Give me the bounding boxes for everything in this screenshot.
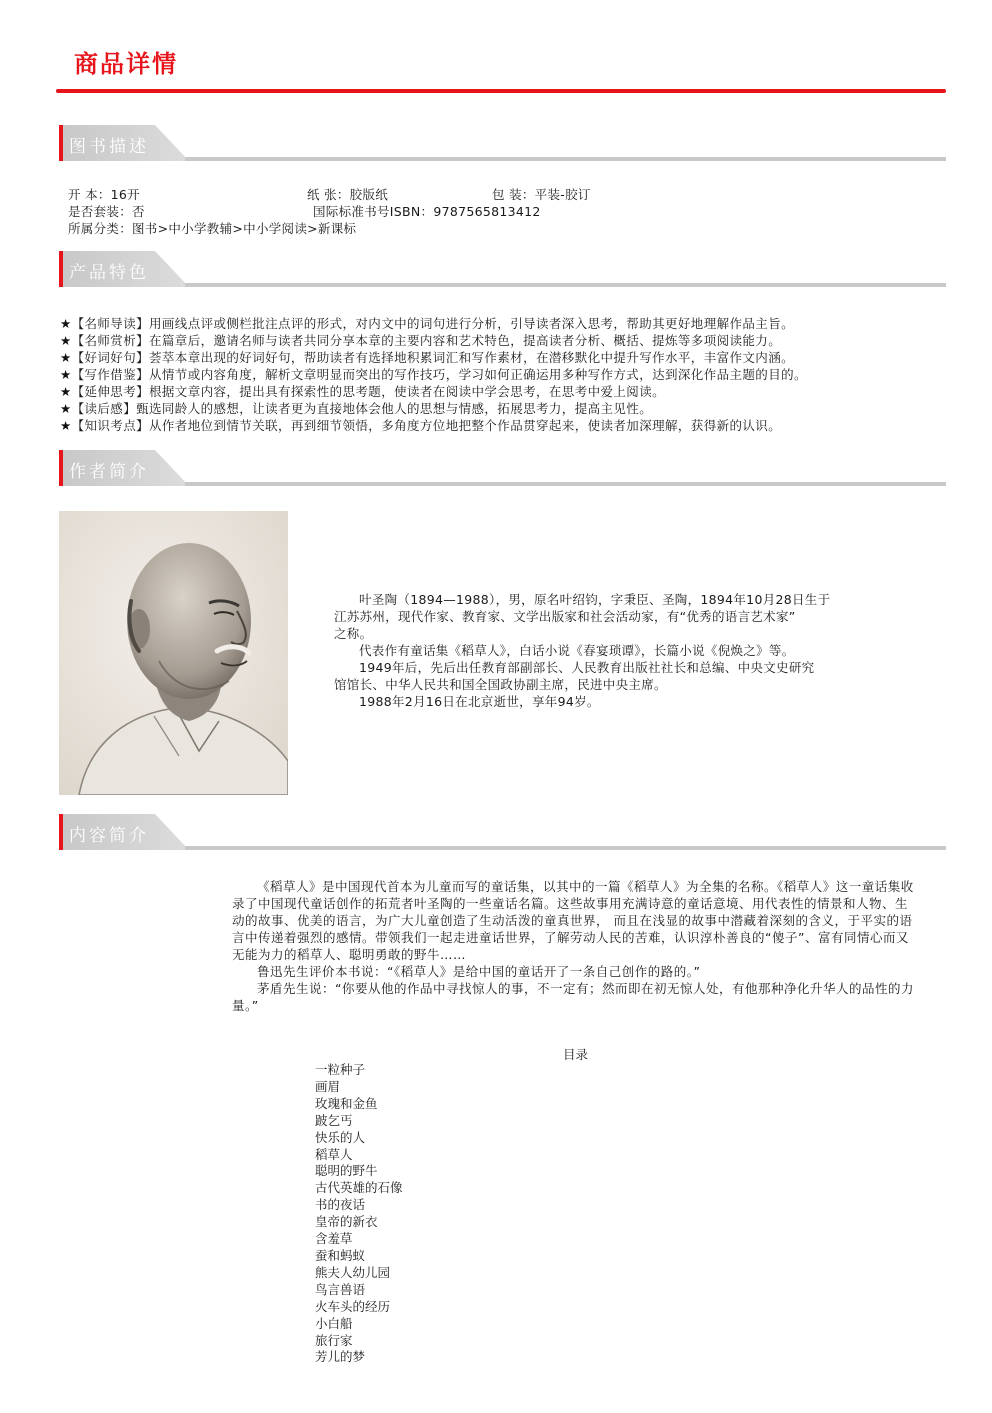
feature-item: ★【读后感】甄选同龄人的感想，让读者更为直接地体会他人的思想与情感，拓展思考力，提高主见性。 — [60, 401, 653, 416]
toc-title: 目录 — [563, 1047, 589, 1062]
info-isbn: 国际标准书号ISBN：9787565813412 — [313, 204, 541, 219]
feature-list — [60, 315, 807, 434]
content-paragraph: 《稻草人》是中国现代首本为儿童而写的童话集，以其中的一篇《稻草人》为全集的名称。《稻草人》这一童话集收录了中国现代童话创作的拓荒者叶圣陶的一些童话名篇。这些故事用充满诗意的童话意境、用代表性的情景和人物、生动的故事、优美的语言，为广大儿童创造了生动活泼的童真世界， 而且在浅显的故事中潜藏着深刻的含义，于平实的语言中传递着强烈的感情。带领我们一起走进童话世界，了解劳动人民的苦难，认识淳朴善良的“傻子”、富有同情心而又无能为力的稻草人、聪明勇敢的野牛…… — [232, 879, 914, 962]
info-format: 开 本：16开 — [68, 187, 140, 202]
toc-item: 蚕和蚂蚁 — [315, 1247, 366, 1263]
toc-item: 古代英雄的石像 — [315, 1180, 403, 1196]
info-category: 所属分类：图书>中小学教辅>中小学阅读>新课标 — [68, 221, 357, 236]
author-bio-line: 叶圣陶（1894—1988），男，原名叶绍钧，字秉臣、圣陶，1894年10月28日生于 — [359, 592, 831, 607]
section-title-features: 产品特色 — [69, 263, 149, 283]
toc-item: 含羞草 — [315, 1231, 353, 1247]
author-bio-line: 江苏苏州，现代作家、教育家、文学出版家和社会活动家，有“优秀的语言艺术家” — [334, 609, 796, 624]
toc-item: 快乐的人 — [315, 1129, 366, 1145]
author-bio-line: 之称。 — [334, 626, 373, 641]
section-title-content: 内容简介 — [69, 826, 149, 846]
toc-list — [315, 1062, 403, 1366]
author-bio-line: 1988年2月16日在北京逝世，享年94岁。 — [359, 694, 600, 709]
star-icon: ★ — [60, 384, 72, 399]
author-portrait — [59, 511, 288, 795]
section-title-book-desc: 图书描述 — [69, 137, 149, 157]
content-paragraph: 鲁迅先生评价本书说：“《稻草人》是给中国的童话开了一条自己创作的路的。” — [257, 964, 701, 979]
feature-item: ★【写作借鉴】从情节或内容角度，解析文章明显而突出的写作技巧，学习如何正确运用多种写作方式，达到深化作品主题的目的。 — [60, 367, 807, 382]
toc-item: 跛乞丐 — [315, 1112, 353, 1128]
feature-item: ★【名师赏析】在篇章后，邀请名师与读者共同分享本章的主要内容和艺术特色，提高读者分析、概括、提炼等多项阅读能力。 — [60, 333, 782, 348]
toc-item: 皇帝的新衣 — [315, 1214, 378, 1230]
star-icon: ★ — [60, 333, 72, 348]
content-paragraph: 茅盾先生说：“你要从他的作品中寻找惊人的事，不一定有；然而即在初无惊人处，有他那种净化升华人的品性的力量。” — [232, 981, 914, 1013]
star-icon: ★ — [60, 401, 72, 416]
section-header-author — [59, 450, 946, 486]
info-binding: 包 装：平装-胶订 — [492, 187, 591, 202]
toc-item: 火车头的经历 — [315, 1298, 391, 1314]
info-paper: 纸 张：胶版纸 — [307, 187, 389, 202]
toc-item: 一粒种子 — [315, 1062, 366, 1077]
section-header-content — [59, 814, 946, 850]
section-header-book-desc — [59, 125, 946, 161]
feature-item: ★【好词好句】荟萃本章出现的好词好句，帮助读者有选择地积累词汇和写作素材，在潜移默化中提升写作水平，丰富作文内涵。 — [60, 350, 795, 365]
info-is-set: 是否套装：否 — [68, 204, 145, 219]
toc-item: 熊夫人幼儿园 — [315, 1264, 391, 1280]
toc-item: 书的夜话 — [315, 1197, 366, 1213]
author-bio-line: 馆馆长、中华人民共和国全国政协副主席，民进中央主席。 — [334, 677, 667, 692]
title-divider — [56, 89, 946, 93]
toc-item: 小白船 — [315, 1315, 353, 1331]
content-summary — [232, 878, 918, 1014]
feature-item: ★【名师导读】用画线点评或侧栏批注点评的形式，对内文中的词句进行分析，引导读者深入思考，帮助其更好地理解作品主旨。 — [60, 316, 795, 331]
toc-item: 旅行家 — [315, 1332, 353, 1348]
toc-item: 鸟言兽语 — [315, 1281, 366, 1297]
star-icon: ★ — [60, 418, 72, 433]
author-bio-line: 代表作有童话集《稻草人》，白话小说《春宴琐谭》，长篇小说《倪焕之》等。 — [359, 643, 795, 658]
toc-item: 玫瑰和金鱼 — [315, 1095, 378, 1111]
toc-item: 稻草人 — [315, 1146, 353, 1162]
star-icon: ★ — [60, 350, 72, 365]
toc-item: 画眉 — [315, 1078, 341, 1094]
author-bio-line: 1949年后，先后出任教育部副部长、人民教育出版社社长和总编、中央文史研究 — [359, 660, 815, 675]
feature-item: ★【知识考点】从作者地位到情节关联，再到细节领悟，多角度方位地把整个作品贯穿起来，使读者加深理解，获得新的认识。 — [60, 418, 782, 433]
toc-item: 聪明的野牛 — [315, 1163, 378, 1179]
page-title: 商品详情 — [74, 50, 178, 78]
section-header-features — [59, 251, 946, 287]
section-title-author: 作者简介 — [69, 462, 149, 482]
star-icon: ★ — [60, 316, 72, 331]
feature-item: ★【延伸思考】根据文章内容，提出具有探索性的思考题，使读者在阅读中学会思考，在思考中爱上阅读。 — [60, 384, 666, 399]
toc-item: 芳儿的梦 — [315, 1349, 366, 1365]
star-icon: ★ — [60, 367, 72, 382]
author-bio — [334, 591, 924, 710]
